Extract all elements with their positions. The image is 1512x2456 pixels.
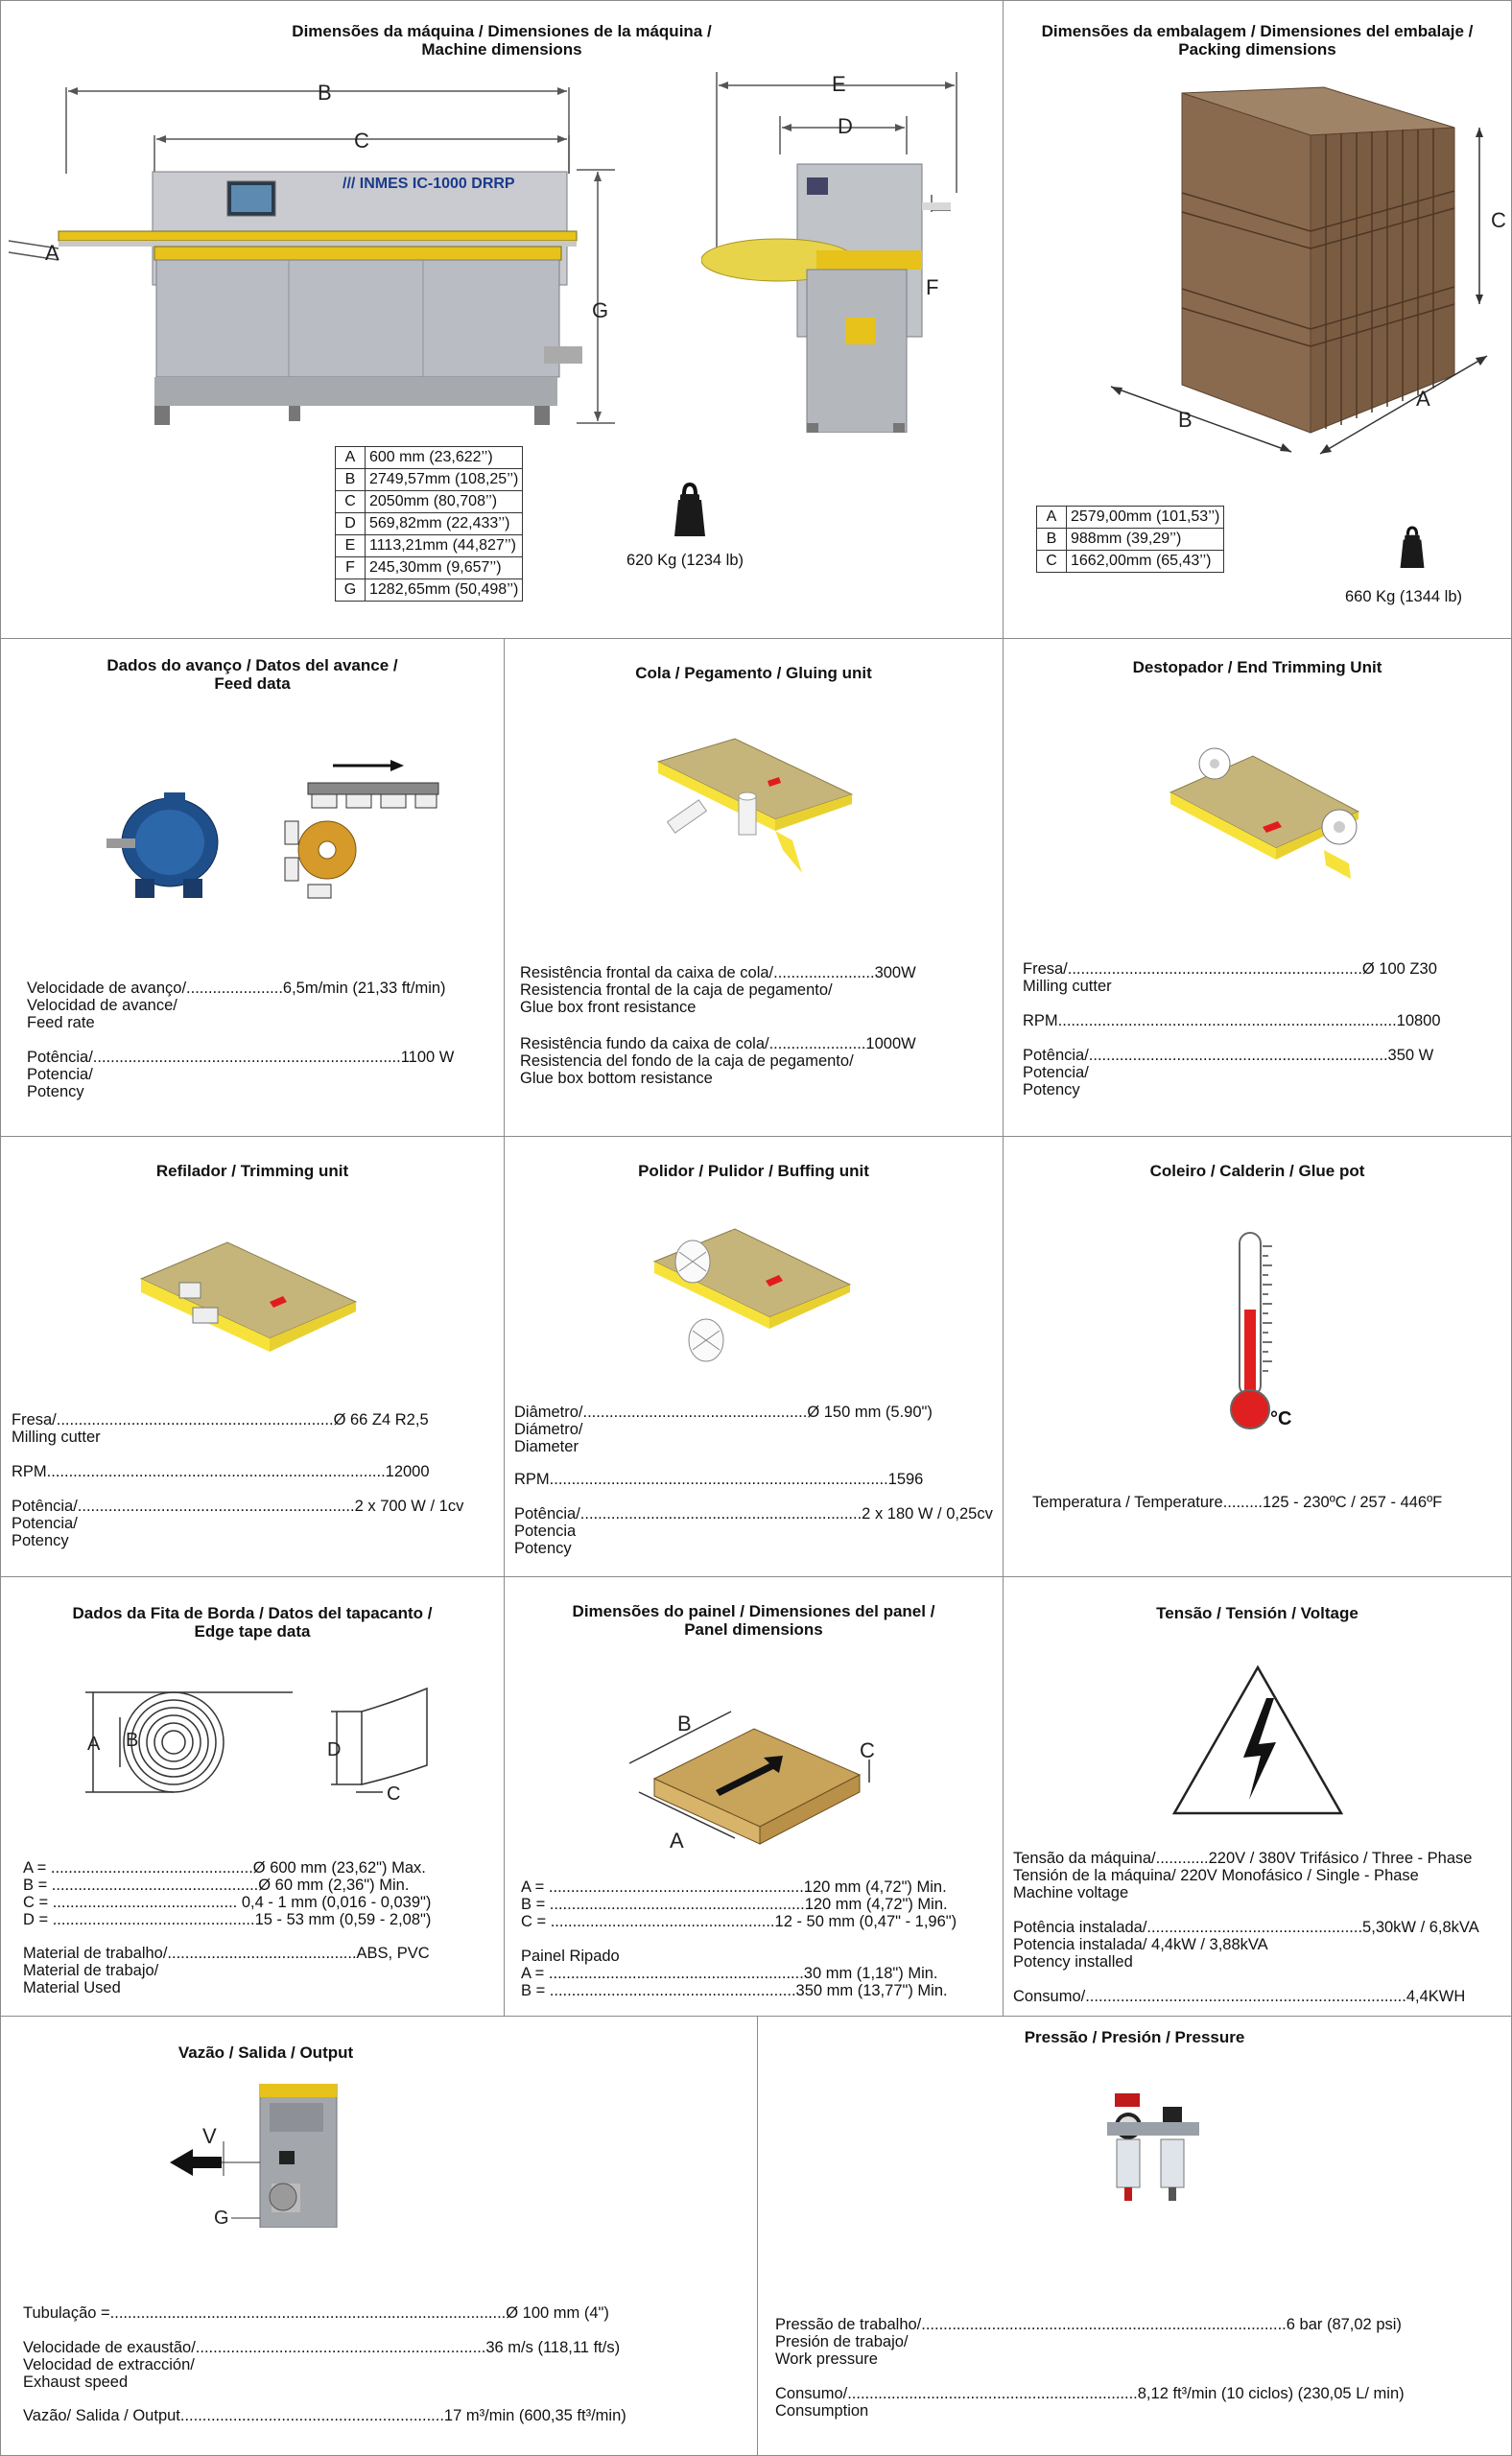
endtrim-line: Milling cutter bbox=[1023, 978, 1112, 995]
packing-dimensions-panel bbox=[1003, 0, 1512, 639]
exhaust-outlet-diagram bbox=[164, 2084, 356, 2228]
glue-line: Glue box bottom resistance bbox=[520, 1070, 713, 1087]
svg-text:B: B bbox=[1178, 408, 1193, 432]
pressure-line: Consumo/..................................................................8,12 ft³/min (10 ciclos) (230,05 L/ min) bbox=[775, 2385, 1405, 2402]
weight-icon bbox=[1399, 521, 1426, 575]
pressure-line: Pressão de trabalho/...................................................................................6 bar (87,02 psi) bbox=[775, 2316, 1402, 2333]
buff-line: Potência/................................................................2 x 180 W / 0,25cv bbox=[514, 1505, 993, 1523]
endtrim-line: Potência/....................................................................350 W bbox=[1023, 1047, 1434, 1064]
panel-line: A = ..........................................................30 mm (1,18") Min. bbox=[521, 1965, 938, 1982]
svg-text:G: G bbox=[214, 2208, 229, 2228]
output-line: Exhaust speed bbox=[23, 2373, 129, 2391]
output-line: Velocidade de exaustão/..................................................................36 m/s (118,11 ft/s) bbox=[23, 2339, 621, 2356]
edge-line: Material de trabalho/...........................................ABS, PVC bbox=[23, 1945, 430, 1962]
section-title: Dimensões da embalagem / Dimensiones del embalaje / Packing dimensions bbox=[1041, 22, 1474, 59]
packing-dimensions-table bbox=[1036, 506, 1224, 573]
air-filter-regulator-icon bbox=[1103, 2093, 1209, 2208]
output-line: Velocidad de extracción/ bbox=[23, 2356, 195, 2373]
output-line: Tubulação =..........................................................................................Ø 100 mm (4") bbox=[23, 2304, 609, 2322]
pressure-panel bbox=[757, 2016, 1512, 2456]
edge-line: B = ...............................................Ø 60 mm (2,36") Min. bbox=[23, 1877, 410, 1894]
packing-weight: 660 Kg (1344 lb) bbox=[1345, 588, 1463, 605]
table-row: B 2749,57mm (108,25’’) bbox=[336, 469, 523, 491]
voltage-line: Consumo/.........................................................................4,4KWH bbox=[1013, 1988, 1466, 2005]
voltage-line: Potencia instalada/ 4,4kW / 3,88kVA bbox=[1013, 1936, 1268, 1953]
section-title: Dimensões do painel / Dimensiones del panel / Panel dimensions bbox=[572, 1602, 935, 1639]
endtrim-line: Fresa/...................................................................Ø 100 Z30 bbox=[1023, 960, 1437, 978]
svg-text:D: D bbox=[327, 1739, 342, 1760]
endtrim-line: RPM.............................................................................10800 bbox=[1023, 1012, 1441, 1029]
voltage-panel bbox=[1003, 1576, 1512, 2017]
machine-dimensions-panel bbox=[0, 0, 1004, 639]
buff-line: Diámetro/ bbox=[514, 1421, 583, 1438]
edge-line: Material Used bbox=[23, 1979, 121, 1996]
svg-text:B: B bbox=[318, 81, 332, 105]
panel-line: A = ..........................................................120 mm (4,72") Min. bbox=[521, 1878, 947, 1896]
svg-text:G: G bbox=[592, 298, 609, 322]
end-trimming-panel bbox=[1003, 638, 1512, 1137]
svg-text:C: C bbox=[1491, 208, 1506, 232]
output-panel bbox=[0, 2016, 758, 2456]
packing-crate-diagram bbox=[1090, 78, 1512, 471]
section-title: Dimensões da máquina / Dimensiones de la máquina / Machine dimensions bbox=[292, 22, 712, 59]
endtrim-line: Potency bbox=[1023, 1081, 1080, 1098]
panel-line: B = ..........................................................120 mm (4,72") Min. bbox=[521, 1896, 948, 1913]
feed-line: Potência/......................................................................1100 W bbox=[27, 1049, 455, 1066]
trimming-unit-diagram bbox=[135, 1233, 366, 1377]
voltage-line: Potência instalada/.................................................5,30kW / 6,8kVA bbox=[1013, 1919, 1479, 1936]
table-row: E 1113,21mm (44,827’’) bbox=[336, 535, 523, 557]
table-row: A 2579,00mm (101,53’’) bbox=[1037, 507, 1224, 529]
section-title: Vazão / Salida / Output bbox=[177, 2043, 354, 2062]
section-title: Cola / Pegamento / Gluing unit bbox=[635, 664, 872, 682]
thermometer-icon bbox=[1226, 1227, 1303, 1438]
endtrim-line: Potencia/ bbox=[1023, 1064, 1089, 1081]
svg-text:A: A bbox=[1416, 387, 1430, 411]
buffing-unit-panel bbox=[504, 1136, 1004, 1577]
table-row: B 988mm (39,29’’) bbox=[1037, 529, 1224, 551]
temperature-range: Temperatura / Temperature.........125 - 230ºC / 257 - 446ºF bbox=[1032, 1494, 1443, 1511]
gluing-unit-panel bbox=[504, 638, 1004, 1137]
section-title: Polidor / Pulidor / Buffing unit bbox=[638, 1162, 869, 1180]
voltage-line: Tensão da máquina/............220V / 380V Trifásico / Three - Phase bbox=[1013, 1850, 1473, 1867]
svg-text:B: B bbox=[677, 1712, 692, 1736]
voltage-line: Tensión de la máquina/ 220V Monofásico / Single - Phase bbox=[1013, 1867, 1419, 1884]
section-title: Pressão / Presión / Pressure bbox=[1024, 2028, 1245, 2046]
svg-text:C: C bbox=[860, 1738, 875, 1762]
trim-line: Milling cutter bbox=[12, 1429, 101, 1446]
feed-gear-rack-diagram bbox=[279, 754, 442, 908]
edge-line: A = ..............................................Ø 600 mm (23,62") Max. bbox=[23, 1859, 426, 1877]
machine-weight: 620 Kg (1234 lb) bbox=[626, 552, 744, 569]
panel-line: B = ........................................................350 mm (13,77") Min. bbox=[521, 1982, 948, 1999]
buff-line: RPM.............................................................................1596 bbox=[514, 1471, 924, 1488]
section-title: Coleiro / Calderin / Glue pot bbox=[1149, 1162, 1365, 1180]
gluing-unit-diagram bbox=[639, 735, 860, 888]
trim-line: Fresa/...............................................................Ø 66 Z4 R2,5 bbox=[12, 1411, 429, 1429]
glue-line: Glue box front resistance bbox=[520, 999, 697, 1016]
buffing-unit-diagram bbox=[639, 1223, 860, 1377]
svg-text:/// INMES IC-1000 DRRP: /// INMES IC-1000 DRRP bbox=[343, 176, 515, 192]
table-row: D 569,82mm (22,433’’) bbox=[336, 513, 523, 535]
pressure-line: Consumption bbox=[775, 2402, 869, 2420]
trim-line: Potency bbox=[12, 1532, 69, 1549]
panel-line: Painel Ripado bbox=[521, 1948, 620, 1965]
table-row: A 600 mm (23,622’’) bbox=[336, 447, 523, 469]
glue-line: Resistencia del fondo de la caja de pegamento/ bbox=[520, 1052, 854, 1070]
trimming-unit-panel bbox=[0, 1136, 505, 1577]
section-title: Dados da Fita de Borda / Datos del tapacanto / Edge tape data bbox=[72, 1604, 433, 1641]
table-row: F 245,30mm (9,657’’) bbox=[336, 557, 523, 579]
feed-line: Velocidad de avance/ bbox=[27, 997, 177, 1014]
section-title: Dados do avanço / Datos del avance / Feed data bbox=[106, 656, 398, 693]
edge-tape-panel bbox=[0, 1576, 505, 2017]
table-row: C 2050mm (80,708’’) bbox=[336, 491, 523, 513]
svg-text:A: A bbox=[670, 1829, 684, 1853]
svg-text:F: F bbox=[926, 275, 939, 299]
feed-data-panel bbox=[0, 638, 505, 1137]
trim-line: Potência/...............................................................2 x 700 W / 1cv bbox=[12, 1498, 464, 1515]
section-title: Refilador / Trimming unit bbox=[155, 1162, 349, 1180]
weight-icon bbox=[673, 483, 707, 538]
glue-line: Resistência fundo da caixa de cola/......................1000W bbox=[520, 1035, 916, 1052]
svg-text:C: C bbox=[354, 129, 369, 153]
feed-line: Feed rate bbox=[27, 1014, 95, 1031]
machine-front-view-diagram bbox=[1, 59, 615, 442]
buff-line: Diameter bbox=[514, 1438, 579, 1455]
section-title: Destopador / End Trimming Unit bbox=[1132, 658, 1382, 676]
high-voltage-warning-icon bbox=[1167, 1660, 1349, 1823]
svg-text:D: D bbox=[838, 114, 853, 138]
panel-board-diagram bbox=[601, 1683, 888, 1875]
edge-line: D = ..............................................15 - 53 mm (0,59 - 2,08") bbox=[23, 1911, 432, 1928]
voltage-line: Potency installed bbox=[1013, 1953, 1133, 1971]
voltage-line: Machine voltage bbox=[1013, 1884, 1129, 1901]
buff-line: Diâmetro/...................................................Ø 150 mm (5.90") bbox=[514, 1404, 933, 1421]
svg-text:E: E bbox=[832, 72, 846, 96]
svg-text:A: A bbox=[87, 1734, 101, 1755]
panel-dimensions-panel bbox=[504, 1576, 1004, 2017]
svg-text:B: B bbox=[126, 1730, 139, 1751]
output-line: Vazão/ Salida / Output............................................................17 m³/min (600,35 ft³/min) bbox=[23, 2407, 626, 2424]
edge-tape-roll-diagram bbox=[78, 1683, 442, 1807]
feed-line: Potencia/ bbox=[27, 1066, 93, 1083]
trim-line: RPM.............................................................................12000 bbox=[12, 1463, 430, 1480]
svg-text:V: V bbox=[202, 2124, 217, 2148]
glue-pot-panel bbox=[1003, 1136, 1512, 1577]
glue-line: Resistência frontal da caixa de cola/.......................300W bbox=[520, 964, 916, 981]
motor-icon bbox=[97, 783, 231, 908]
pressure-line: Work pressure bbox=[775, 2350, 878, 2368]
end-trimming-diagram bbox=[1147, 735, 1368, 888]
svg-text:A: A bbox=[45, 241, 59, 265]
panel-line: C = ...................................................12 - 50 mm (0,47" - 1,96") bbox=[521, 1913, 957, 1930]
machine-side-view-diagram bbox=[701, 59, 1004, 433]
buff-line: Potencia bbox=[514, 1523, 577, 1540]
table-row: C 1662,00mm (65,43’’) bbox=[1037, 551, 1224, 573]
edge-line: C = .......................................... 0,4 - 1 mm (0,016 - 0,039") bbox=[23, 1894, 432, 1911]
section-title: Tensão / Tensión / Voltage bbox=[1156, 1604, 1358, 1622]
trim-line: Potencia/ bbox=[12, 1515, 78, 1532]
glue-line: Resistencia frontal de la caja de pegamento/ bbox=[520, 981, 833, 999]
svg-text:C: C bbox=[387, 1783, 401, 1805]
edge-line: Material de trabajo/ bbox=[23, 1962, 159, 1979]
table-row: G 1282,65mm (50,498’’) bbox=[336, 579, 523, 602]
feed-line: Velocidade de avanço/......................6,5m/min (21,33 ft/min) bbox=[27, 980, 446, 997]
feed-line: Potency bbox=[27, 1083, 84, 1100]
pressure-line: Presión de trabajo/ bbox=[775, 2333, 909, 2350]
buff-line: Potency bbox=[514, 1540, 572, 1557]
temperature-unit: °C bbox=[1270, 1408, 1292, 1429]
machine-dimensions-table bbox=[335, 446, 523, 602]
